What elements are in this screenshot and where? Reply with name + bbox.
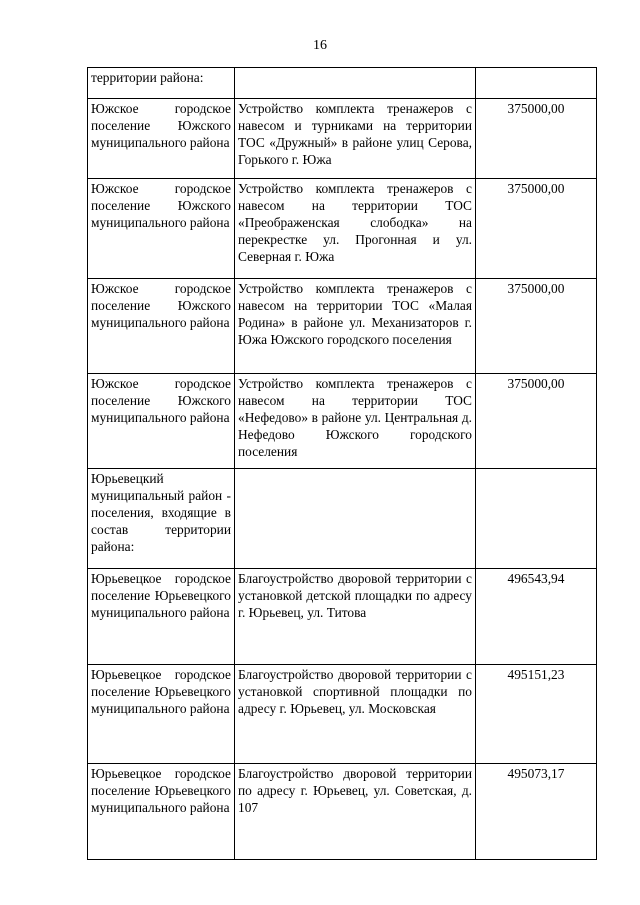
table-row xyxy=(88,469,597,569)
table-row xyxy=(88,179,597,279)
municipality-cell: Юрьевецкий муниципальный район - поселения, входящие в состав территории района: xyxy=(88,469,235,569)
table-row xyxy=(88,374,597,469)
table-row xyxy=(88,279,597,374)
amount-cell: 495073,17 xyxy=(476,764,597,860)
amount-cell: 375000,00 xyxy=(476,99,597,179)
amount-cell: 375000,00 xyxy=(476,179,597,279)
amount-cell xyxy=(476,469,597,569)
amount-cell: 495151,23 xyxy=(476,665,597,764)
table-row xyxy=(88,764,597,860)
allocation-table xyxy=(87,67,597,860)
amount-cell: 375000,00 xyxy=(476,279,597,374)
project-description-cell: Устройство комплекта тренажеров с навесом на территории ТОС «Нефедово» в районе ул. Центральная д. Нефедово Южского городского поселения xyxy=(235,374,476,469)
municipality-cell: Юрьевецкое городское поселение Юрьевецкого муниципального района xyxy=(88,569,235,665)
municipality-cell: Южское городское поселение Южского муниципального района xyxy=(88,99,235,179)
project-description-cell: Устройство комплекта тренажеров с навесом на территории ТОС «Преображенская слободка» на перекрестке ул. Прогонная и ул. Северная г. Южа xyxy=(235,179,476,279)
municipality-cell: Южское городское поселение Южского муниципального района xyxy=(88,279,235,374)
table-row xyxy=(88,569,597,665)
municipality-cell: Юрьевецкое городское поселение Юрьевецкого муниципального района xyxy=(88,764,235,860)
municipality-cell: Юрьевецкое городское поселение Юрьевецкого муниципального района xyxy=(88,665,235,764)
amount-cell: 375000,00 xyxy=(476,374,597,469)
project-description-cell xyxy=(235,469,476,569)
project-description-cell: Устройство комплекта тренажеров с навесом и турниками на территории ТОС «Дружный» в районе улиц Серова, Горького г. Южа xyxy=(235,99,476,179)
page-number: 16 xyxy=(313,38,327,53)
table-row xyxy=(88,99,597,179)
project-description-cell: Благоустройство дворовой территории с установкой спортивной площадки по адресу г. Юрьевец, ул. Московская xyxy=(235,665,476,764)
project-description-cell: Благоустройство дворовой территории с установкой детской площадки по адресу г. Юрьевец, ул. Титова xyxy=(235,569,476,665)
municipality-cell: Южское городское поселение Южского муниципального района xyxy=(88,179,235,279)
amount-cell xyxy=(476,68,597,99)
municipality-cell: территории района: xyxy=(88,68,235,99)
table-row xyxy=(88,68,597,99)
table-row xyxy=(88,665,597,764)
project-description-cell: Устройство комплекта тренажеров с навесом на территории ТОС «Малая Родина» в районе ул. Механизаторов г. Южа Южского городского поселения xyxy=(235,279,476,374)
project-description-cell: Благоустройство дворовой территории по адресу г. Юрьевец, ул. Советская, д. 107 xyxy=(235,764,476,860)
project-description-cell xyxy=(235,68,476,99)
municipality-cell: Южское городское поселение Южского муниципального района xyxy=(88,374,235,469)
amount-cell: 496543,94 xyxy=(476,569,597,665)
